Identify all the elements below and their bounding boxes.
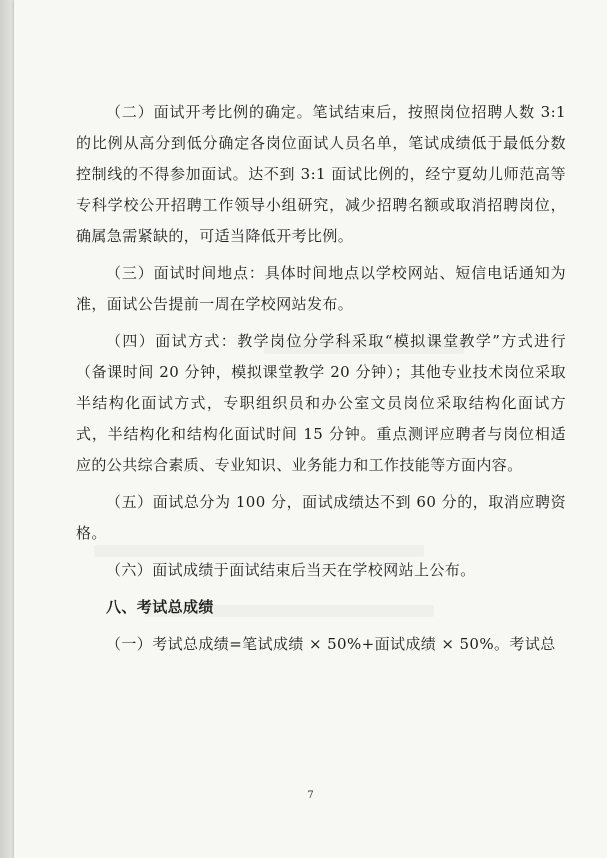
page-edge-shadow: [0, 0, 14, 858]
document-page: [14, 0, 607, 858]
paragraph-interview-ratio: （二）面试开考比例的确定。笔试结束后，按照岗位招聘人数 3:1 的比例从高分到低分确定各岗位面试人员名单，笔试成绩低于最低分数控制线的不得参加面试。达不到 3:1 面试比例的，经宁夏幼儿师范高等专科学校公开招聘工作领导小组研究，减少招聘名额或取消招聘岗位，确属急需紧缺的，可适当降低开考比例。: [76, 103, 566, 245]
page-number: 7: [307, 790, 314, 801]
document-body: [76, 97, 566, 666]
paragraph-interview-results: （六）面试成绩于面试结束后当天在学校网站上公布。: [106, 561, 476, 579]
paragraph-interview-score: （五）面试总分为 100 分，面试成绩达不到 60 分的，取消应聘资格。: [76, 493, 566, 542]
paragraph-total-score-formula: （一）考试总成绩=笔试成绩 × 50%+面试成绩 × 50%。考试总: [106, 635, 556, 653]
section-heading-total-score: 八、考试总成绩: [106, 598, 214, 616]
paragraph-interview-method: （四）面试方式：教学岗位分学科采取“模拟课堂教学”方式进行（备课时间 20 分钟，模拟课堂教学 20 分钟）；其他专业技术岗位采取半结构化面试方式，专职组织员和办公室文员岗位采取结构化面试方式，半结构化和结构化面试时间 15 分钟。重点测评应聘者与岗位相适应的公共综合素质、专业知识、业务能力和工作技能等方面内容。: [76, 332, 566, 474]
paragraph-interview-time-place: （三）面试时间地点：具体时间地点以学校网站、短信电话通知为准，面试公告提前一周在学校网站发布。: [76, 264, 566, 313]
